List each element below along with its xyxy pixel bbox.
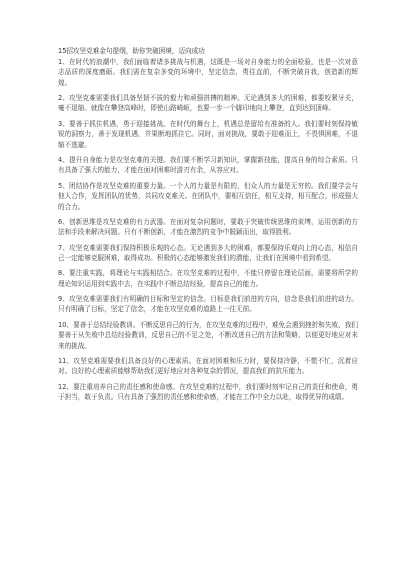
item-text: 攻坚克难需要我们具备坚韧不拔的毅力和顽强拼搏的精神。无论遇到多大的困难，都要咬紧牙关，毫不退缩。就像在攀登高峰时，即使山路崎岖，也要一步一个脚印地向上攀登，直到达到顶峰。: [58, 93, 358, 113]
list-item: [58, 268, 358, 289]
list-item: [58, 57, 358, 89]
list-item: [58, 356, 358, 377]
item-text: 提升自身能力是攻坚克难的关键。我们要不断学习新知识，掌握新技能，提高自身的综合素质。只有具备了强大的能力，才能在面对困难时游刃有余，从容应对。: [58, 155, 358, 175]
item-number: 10、: [58, 320, 74, 329]
item-text: 要善于抓住机遇，勇于迎接挑战。在时代的舞台上，机遇总是留给有准备的人。我们要时刻保持敏锐的洞察力，善于发现机遇，并果断地抓住它。同时，面对挑战，要敢于迎难而上，不畏惧困难，不退缩不逃避。: [58, 119, 358, 149]
item-list: [58, 57, 358, 403]
item-text: 在时代的浪潮中，我们面临着诸多挑战与机遇，这既是一场对自身能力的全面检验，也是一次对意志品质的深度磨砺。我们需在复杂多变的环境中，坚定信念，勇往直前，不断突破自我，创造新的辉煌。: [58, 57, 358, 87]
list-item: [58, 217, 358, 238]
item-text: 攻坚克难需要我们有明确的目标和坚定的信念。目标是我们前进的方向，信念是我们前进的动力。只有明确了目标，坚定了信念，才能在攻坚克难的道路上一往无前。: [58, 294, 358, 314]
item-number: 7、: [58, 243, 70, 252]
item-text: 团结协作是攻坚克难的重要力量。一个人的力量是有限的，但众人的力量是无穷的。我们要学会与他人合作，发挥团队的优势，共同攻克难关。在团队中，要相互信任，相互支持，相互配合，形成强大的合力。: [58, 181, 358, 211]
list-item: [58, 243, 358, 264]
list-item: [58, 119, 358, 151]
item-number: 3、: [58, 119, 70, 128]
list-item: [58, 181, 358, 213]
list-item: [58, 294, 358, 315]
item-number: 4、: [58, 155, 70, 164]
item-text: 创新思维是攻坚克难的有力武器。在面对复杂问题时，要敢于突破传统思维的束缚，运用创新的方法和手段来解决问题。只有不断创新，才能在激烈的竞争中脱颖而出，取得胜利。: [58, 217, 358, 237]
list-item: [58, 93, 358, 114]
item-number: 1、: [58, 57, 70, 66]
item-number: 11、: [58, 356, 74, 365]
list-item: [58, 155, 358, 176]
item-number: 6、: [58, 217, 70, 226]
item-text: 要善于总结经验教训。不断反思自己的行为，在攻坚克难的过程中，难免会遇到挫折和失败，我们要善于从失败中总结经验教训，反思自己的不足之处，不断改进自己的方法和策略，以便更好地应对未来的挑战。: [58, 320, 359, 350]
item-number: 2、: [58, 93, 70, 102]
item-number: 9、: [58, 294, 70, 303]
list-item: [58, 382, 358, 403]
list-item: [58, 320, 358, 352]
item-number: 5、: [58, 181, 70, 190]
item-text: 要注重实践，将理论与实践相结合。在攻坚克难的过程中，不能只停留在理论层面，需要将所学的理论知识运用到实践中去，在实践中不断总结经验，提高自己的能力。: [58, 269, 358, 288]
item-number: 8、: [58, 269, 70, 278]
item-text: 要注重培养自己的责任感和使命感。在攻坚克难的过程中，我们要时刻牢记自己的责任和使命，勇于担当，敢于负责。只有具备了强烈的责任感和使命感，才能在工作中全力以赴，取得优异的成绩。: [58, 382, 359, 402]
item-number: 12、: [58, 382, 74, 391]
document-title: 15招攻坚克难金句提纲，助你突破困境，迈向成功: [58, 47, 205, 55]
item-text: 攻坚克难需要我们保持积极乐观的心态。无论遇到多大的困难，都要保持乐观向上的心态，相信自己一定能够克服困难，取得成功。积极的心态能够激发我们的潜能，让我们在困境中看到希望。: [58, 243, 358, 263]
item-text: 攻坚克难需要我们具备良好的心理素质。在面对困难和压力时，要保持冷静，不慌不忙，沉着应对。良好的心理素质能够帮助我们更好地应对各种复杂的情况，提高我们的抗压能力。: [58, 356, 359, 376]
